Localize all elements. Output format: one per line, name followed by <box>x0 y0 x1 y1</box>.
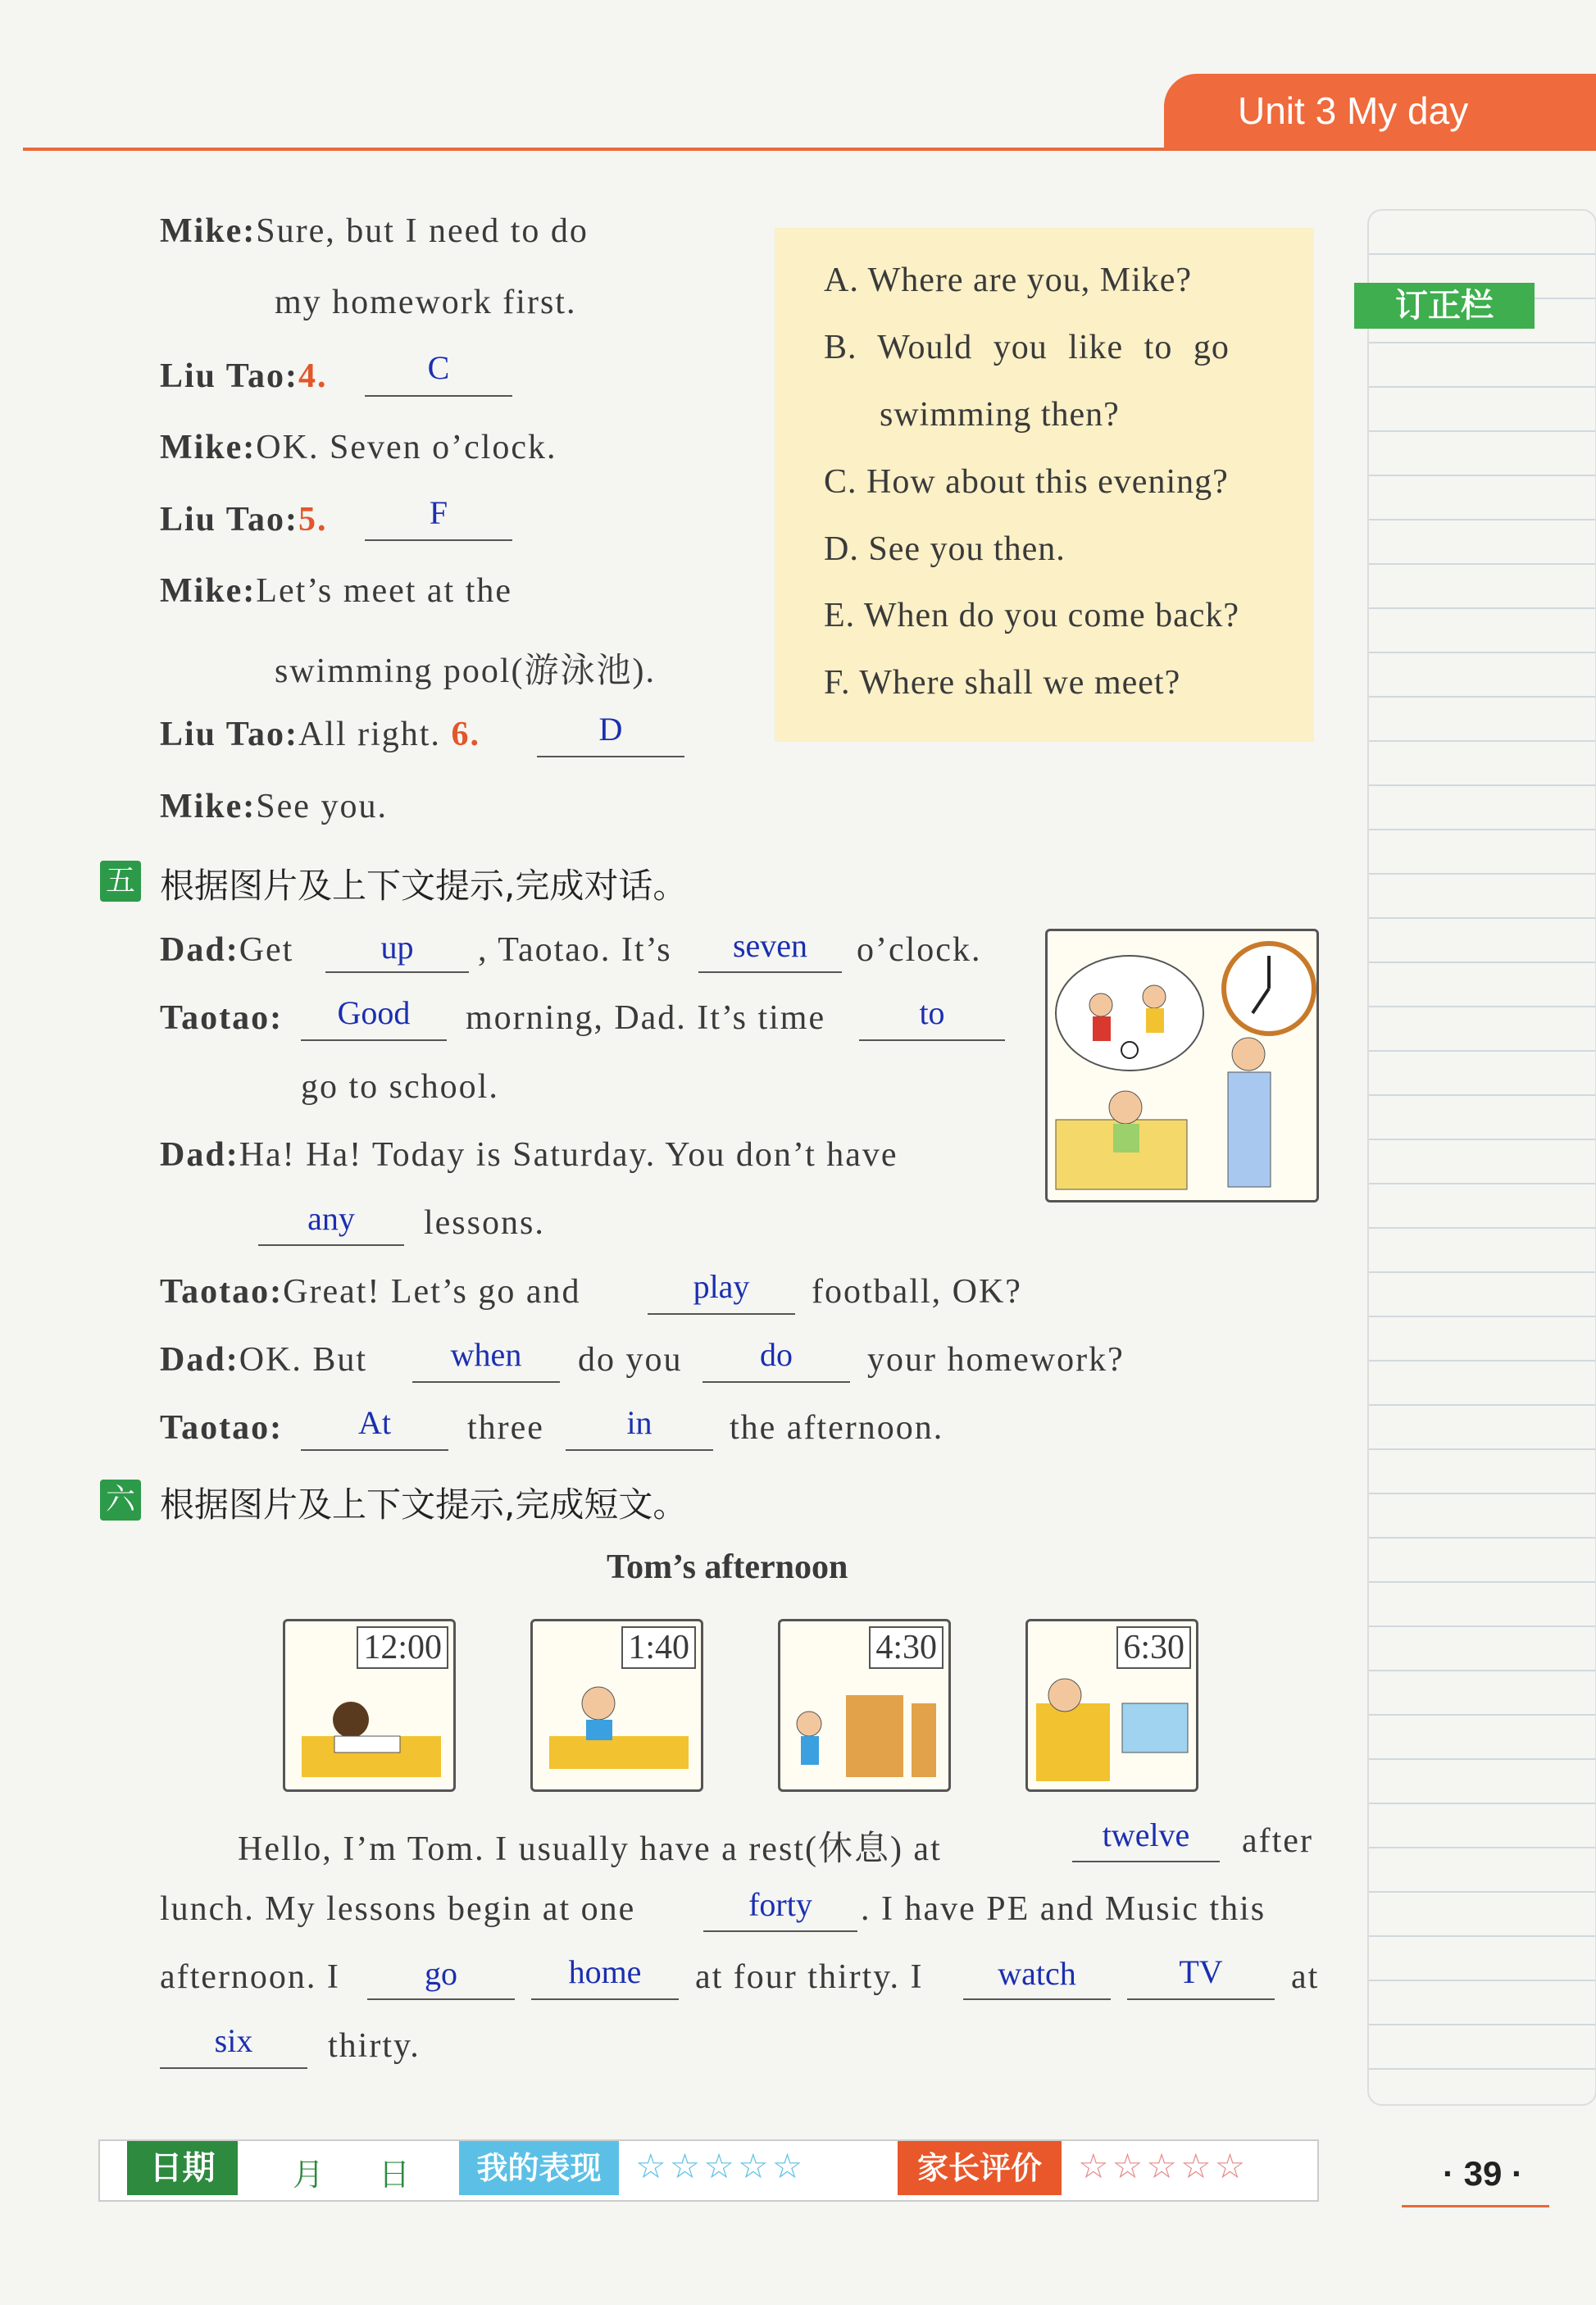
option-e: E. When do you come back? <box>824 597 1240 634</box>
dialog1-line6: Liu Tao:All right. 6. <box>160 716 480 753</box>
p2-text-b: . I have PE and Music this <box>861 1890 1266 1928</box>
s5-blank-up[interactable] <box>325 971 469 973</box>
dialog1-line5: Mike:Let’s meet at the <box>160 572 513 610</box>
dialog1-line4: Liu Tao:5. <box>160 501 328 539</box>
parent-stars[interactable]: ☆☆☆☆☆ <box>1078 2148 1249 2186</box>
option-c: C. How about this evening? <box>824 463 1229 501</box>
dialog1-line3: Mike:OK. Seven o’clock. <box>160 429 557 466</box>
s5-blank-when[interactable] <box>412 1381 560 1383</box>
p3-text-b: at four thirty. I <box>695 1958 924 1996</box>
s5-blank-to[interactable] <box>859 1039 1005 1041</box>
answer-4: C <box>427 349 450 386</box>
s5-row2-a: morning, Dad. It’s time <box>466 999 826 1037</box>
page-number-line <box>1402 2205 1549 2207</box>
s6-answer-watch: watch <box>998 1955 1076 1992</box>
s5-blank-play[interactable] <box>648 1313 795 1315</box>
s5-answer-do: do <box>760 1336 793 1373</box>
s5-row1-b: , Taotao. It’s <box>478 931 672 969</box>
s6-blank-watch[interactable] <box>963 1998 1111 2000</box>
s5-row7-b: do you <box>578 1341 683 1379</box>
p1-text-b: after <box>1242 1822 1313 1860</box>
s5-row8: Taotao: <box>160 1409 284 1447</box>
s6-answer-go: go <box>425 1955 457 1992</box>
time-label: 1:40 <box>621 1626 696 1669</box>
s6-blank-twelve[interactable] <box>1072 1861 1220 1862</box>
dialog1-line5b: swimming pool(游泳池). <box>275 652 656 690</box>
s6-answer-six: six <box>214 2022 253 2059</box>
s5-blank-seven[interactable] <box>698 971 842 973</box>
dialog1-line1b: my homework first. <box>275 284 577 321</box>
time-label: 12:00 <box>357 1626 448 1669</box>
s5-blank-in[interactable] <box>566 1449 713 1451</box>
date-label: 日期 <box>127 2141 238 2195</box>
s5-row7: Dad:OK. But <box>160 1341 368 1379</box>
picture-resting <box>283 1619 456 1792</box>
s6-answer-twelve: twelve <box>1102 1816 1190 1853</box>
s5-row4: Dad:Ha! Ha! Today is Saturday. You don’t have <box>160 1136 898 1174</box>
s6-answer-tv: TV <box>1179 1953 1223 1990</box>
s5-answer-in: in <box>626 1404 652 1441</box>
section5-badge: 五 <box>100 861 141 902</box>
s5-answer-good: Good <box>337 994 411 1031</box>
p2-text: lunch. My lessons begin at one <box>160 1890 636 1928</box>
p4-text: thirty. <box>328 2027 421 2065</box>
s5-blank-do[interactable] <box>703 1381 850 1383</box>
p3-text-c: at <box>1291 1958 1320 1996</box>
s6-blank-six[interactable] <box>160 2067 307 2069</box>
dialog1-line7: Mike:See you. <box>160 788 388 825</box>
s5-blank-good[interactable] <box>301 1039 447 1041</box>
blank-4[interactable] <box>365 395 512 397</box>
answer-6: D <box>598 711 623 748</box>
my-performance-label: 我的表现 <box>459 2141 619 2195</box>
s5-answer-when: when <box>450 1336 522 1373</box>
s5-row6: Taotao:Great! Let’s go and <box>160 1273 581 1311</box>
picture-lessons <box>530 1619 703 1792</box>
s5-row8-a: three <box>467 1409 544 1447</box>
blank-6[interactable] <box>537 756 684 757</box>
performance-stars[interactable]: ☆☆☆☆☆ <box>635 2148 807 2186</box>
answer-5: F <box>429 494 448 531</box>
s5-answer-play: play <box>693 1268 750 1305</box>
s5-row8-b: the afternoon. <box>730 1409 944 1447</box>
s5-row5: lessons. <box>424 1204 545 1242</box>
section6-badge: 六 <box>100 1480 141 1521</box>
s5-row3: go to school. <box>301 1068 499 1106</box>
day-label: 日 <box>379 2157 411 2193</box>
s6-blank-tv[interactable] <box>1127 1998 1275 2000</box>
s6-blank-go[interactable] <box>367 1998 515 2000</box>
option-b-cont: swimming then? <box>880 396 1120 434</box>
picture-watching-tv <box>1025 1619 1198 1792</box>
s5-answer-up: up <box>380 929 414 966</box>
s5-row2: Taotao: <box>160 999 284 1037</box>
s5-answer-to: to <box>919 994 945 1031</box>
s5-row7-c: your homework? <box>867 1341 1125 1379</box>
picture-going-home <box>778 1619 951 1792</box>
s5-row1: Dad:Get <box>160 931 294 969</box>
s5-answer-any: any <box>307 1200 355 1237</box>
correction-label: 订正栏 <box>1354 283 1535 329</box>
s6-answer-home: home <box>568 1953 642 1990</box>
time-label: 4:30 <box>869 1626 944 1669</box>
dialog1-line2: Liu Tao:4. <box>160 357 328 395</box>
s6-blank-home[interactable] <box>531 1998 679 2000</box>
option-d: D. See you then. <box>824 530 1066 568</box>
month-label: 月 <box>293 2157 325 2193</box>
unit-title: Unit 3 My day <box>1238 89 1469 132</box>
option-f: F. Where shall we meet? <box>824 664 1181 702</box>
s5-blank-at[interactable] <box>301 1449 448 1451</box>
blank-5[interactable] <box>365 539 512 541</box>
s5-row6-b: football, OK? <box>812 1273 1022 1311</box>
page-number: · 39 · <box>1443 2154 1524 2193</box>
s5-row1-c: o’clock. <box>857 931 982 969</box>
option-a: A. Where are you, Mike? <box>824 261 1193 299</box>
time-label: 6:30 <box>1116 1626 1191 1669</box>
dialog1-line1: Mike:Sure, but I need to do <box>160 212 589 250</box>
option-b: B. Would you like to go <box>824 329 1230 366</box>
correction-column <box>1367 209 1596 2106</box>
story-title: Tom’s afternoon <box>607 1548 848 1586</box>
p1-text: Hello, I’m Tom. I usually have a rest(休息) at <box>238 1830 942 1868</box>
s6-answer-forty: forty <box>748 1886 812 1923</box>
s6-blank-forty[interactable] <box>703 1930 857 1932</box>
s5-blank-any[interactable] <box>258 1244 404 1246</box>
section6-title: 根据图片及上下文提示,完成短文。 <box>160 1484 688 1525</box>
p3-text: afternoon. I <box>160 1958 340 1996</box>
parent-evaluation-label: 家长评价 <box>898 2141 1062 2195</box>
s5-answer-seven: seven <box>732 927 808 964</box>
dad-wakes-taotao-illustration <box>1045 929 1319 1203</box>
s5-answer-at: At <box>358 1404 391 1441</box>
section5-title: 根据图片及上下文提示,完成对话。 <box>160 866 688 906</box>
